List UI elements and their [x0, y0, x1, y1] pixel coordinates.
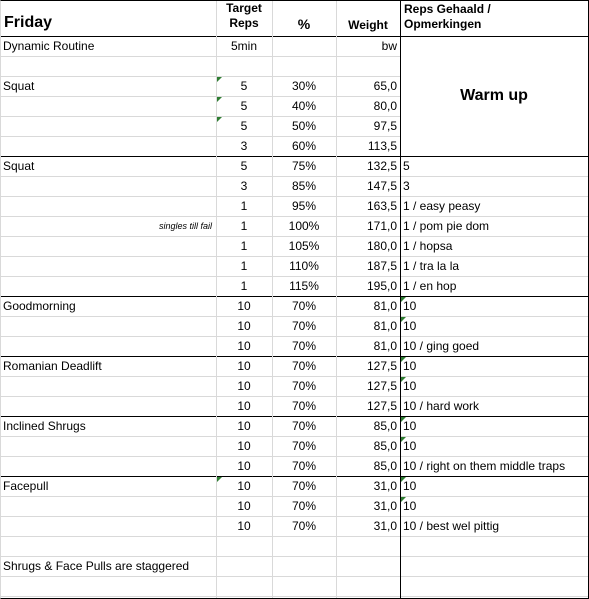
percent-cell[interactable]: 105% [288, 239, 320, 253]
weight-cell[interactable]: 127,5 [366, 359, 397, 373]
target-reps-header-line2: Reps [229, 16, 259, 30]
percent-cell[interactable]: 70% [291, 519, 317, 533]
result-cell[interactable]: 10 [403, 419, 417, 433]
weight-cell[interactable]: 171,0 [366, 219, 397, 233]
target-reps-cell[interactable]: 10 [237, 519, 251, 533]
target-reps-cell[interactable]: 10 [237, 419, 251, 433]
target-reps-cell[interactable]: 3 [240, 179, 248, 193]
target-reps-cell[interactable]: 1 [240, 259, 248, 273]
target-reps-cell[interactable]: 1 [240, 279, 248, 293]
exercise-cell[interactable]: Dynamic Routine [3, 39, 95, 53]
day-title: Friday [4, 14, 53, 31]
weight-cell[interactable]: 65,0 [373, 79, 397, 93]
target-reps-cell[interactable]: 10 [237, 359, 251, 373]
target-reps-cell[interactable]: 5 [240, 79, 248, 93]
result-cell[interactable]: 10 [403, 379, 417, 393]
target-reps-cell[interactable]: 5min [230, 39, 257, 53]
result-cell[interactable]: 1 / easy peasy [403, 199, 481, 213]
weight-cell[interactable]: 163,5 [366, 199, 397, 213]
weight-cell[interactable]: 132,5 [366, 159, 397, 173]
result-cell[interactable]: 10 [403, 439, 417, 453]
target-reps-cell[interactable]: 10 [237, 399, 251, 413]
exercise-cell[interactable]: Squat [3, 79, 35, 93]
target-reps-cell[interactable]: 10 [237, 379, 251, 393]
percent-cell[interactable]: 60% [291, 139, 317, 153]
weight-cell[interactable]: 85,0 [373, 419, 397, 433]
weight-cell[interactable]: 81,0 [373, 299, 397, 313]
percent-header: % [297, 16, 311, 32]
percent-cell[interactable]: 70% [291, 379, 317, 393]
result-cell[interactable]: 10 [403, 319, 417, 333]
percent-cell[interactable]: 110% [289, 259, 319, 273]
weight-cell[interactable]: 113,5 [367, 139, 397, 153]
percent-cell[interactable]: 70% [291, 439, 317, 453]
result-cell[interactable]: 10 [403, 299, 417, 313]
weight-cell[interactable]: 85,0 [373, 459, 397, 473]
side-note: singles till fail [158, 221, 212, 231]
target-reps-cell[interactable]: 1 [240, 199, 248, 213]
weight-cell[interactable]: 195,0 [366, 279, 397, 293]
percent-cell[interactable]: 75% [291, 159, 317, 173]
result-cell[interactable]: 10 / hard work [403, 399, 480, 413]
percent-cell[interactable]: 70% [291, 499, 317, 513]
exercise-cell[interactable]: Goodmorning [3, 299, 76, 313]
target-reps-cell[interactable]: 5 [240, 159, 248, 173]
weight-header: Weight [348, 18, 388, 32]
percent-cell[interactable]: 70% [291, 359, 317, 373]
exercise-cell[interactable]: Inclined Shrugs [3, 419, 86, 433]
exercise-cell[interactable]: Facepull [3, 479, 49, 493]
weight-cell[interactable]: 85,0 [373, 439, 397, 453]
percent-cell[interactable]: 70% [291, 399, 317, 413]
percent-cell[interactable]: 70% [291, 339, 317, 353]
target-reps-cell[interactable]: 10 [237, 319, 251, 333]
target-reps-cell[interactable]: 10 [237, 479, 251, 493]
target-reps-cell[interactable]: 5 [240, 119, 248, 133]
weight-cell[interactable]: bw [381, 39, 397, 53]
weight-cell[interactable]: 180,0 [366, 239, 397, 253]
target-reps-cell[interactable]: 5 [240, 99, 248, 113]
result-cell[interactable]: 10 [403, 499, 417, 513]
weight-cell[interactable]: 97,5 [373, 119, 397, 133]
exercise-cell[interactable]: Shrugs & Face Pulls are staggered [3, 559, 190, 573]
result-cell[interactable]: 10 [403, 479, 417, 493]
weight-cell[interactable]: 127,5 [366, 399, 397, 413]
result-cell[interactable]: 1 / pom pie dom [403, 219, 490, 233]
target-reps-cell[interactable]: 3 [240, 139, 248, 153]
weight-cell[interactable]: 31,0 [373, 499, 397, 513]
percent-cell[interactable]: 100% [288, 219, 320, 233]
percent-cell[interactable]: 70% [291, 419, 317, 433]
target-reps-cell[interactable]: 10 [237, 439, 251, 453]
weight-cell[interactable]: 81,0 [373, 319, 397, 333]
result-cell[interactable]: 10 / ging goed [403, 339, 480, 353]
percent-cell[interactable]: 30% [291, 79, 317, 93]
result-cell[interactable]: 1 / hopsa [403, 239, 453, 253]
percent-cell[interactable]: 115% [289, 279, 319, 293]
weight-cell[interactable]: 127,5 [366, 379, 397, 393]
result-cell[interactable]: 10 [403, 359, 417, 373]
notes-header-line2: Opmerkingen [404, 17, 482, 31]
result-cell[interactable]: 10 / best wel pittig [403, 519, 500, 533]
weight-cell[interactable]: 147,5 [366, 179, 397, 193]
weight-cell[interactable]: 31,0 [373, 519, 397, 533]
target-reps-cell[interactable]: 10 [237, 339, 251, 353]
percent-cell[interactable]: 95% [291, 199, 317, 213]
percent-cell[interactable]: 70% [291, 299, 317, 313]
target-reps-cell[interactable]: 10 [237, 299, 251, 313]
target-reps-cell[interactable]: 1 [240, 239, 248, 253]
target-reps-cell[interactable]: 10 [237, 459, 251, 473]
percent-cell[interactable]: 40% [291, 99, 317, 113]
result-cell[interactable]: 3 [403, 179, 410, 193]
result-cell[interactable]: 1 / tra la la [403, 259, 460, 273]
target-reps-header-line1: Target [226, 1, 262, 15]
percent-cell[interactable]: 50% [291, 119, 317, 133]
weight-cell[interactable]: 187,5 [366, 259, 397, 273]
result-cell[interactable]: 5 [403, 159, 410, 173]
notes-header-line1: Reps Gehaald / [404, 2, 491, 16]
result-cell[interactable]: 1 / en hop [403, 279, 457, 293]
weight-cell[interactable]: 80,0 [373, 99, 397, 113]
percent-cell[interactable]: 70% [291, 479, 317, 493]
exercise-cell[interactable]: Squat [3, 159, 35, 173]
percent-cell[interactable]: 85% [291, 179, 317, 193]
weight-cell[interactable]: 31,0 [373, 479, 397, 493]
result-cell[interactable]: 10 / right on them middle traps [403, 459, 566, 473]
exercise-cell[interactable]: Romanian Deadlift [3, 359, 102, 373]
target-reps-cell[interactable]: 1 [240, 219, 248, 233]
percent-cell[interactable]: 70% [291, 459, 317, 473]
weight-cell[interactable]: 81,0 [373, 339, 397, 353]
warmup-label: Warm up [460, 87, 528, 104]
percent-cell[interactable]: 70% [291, 319, 317, 333]
target-reps-cell[interactable]: 10 [237, 499, 251, 513]
